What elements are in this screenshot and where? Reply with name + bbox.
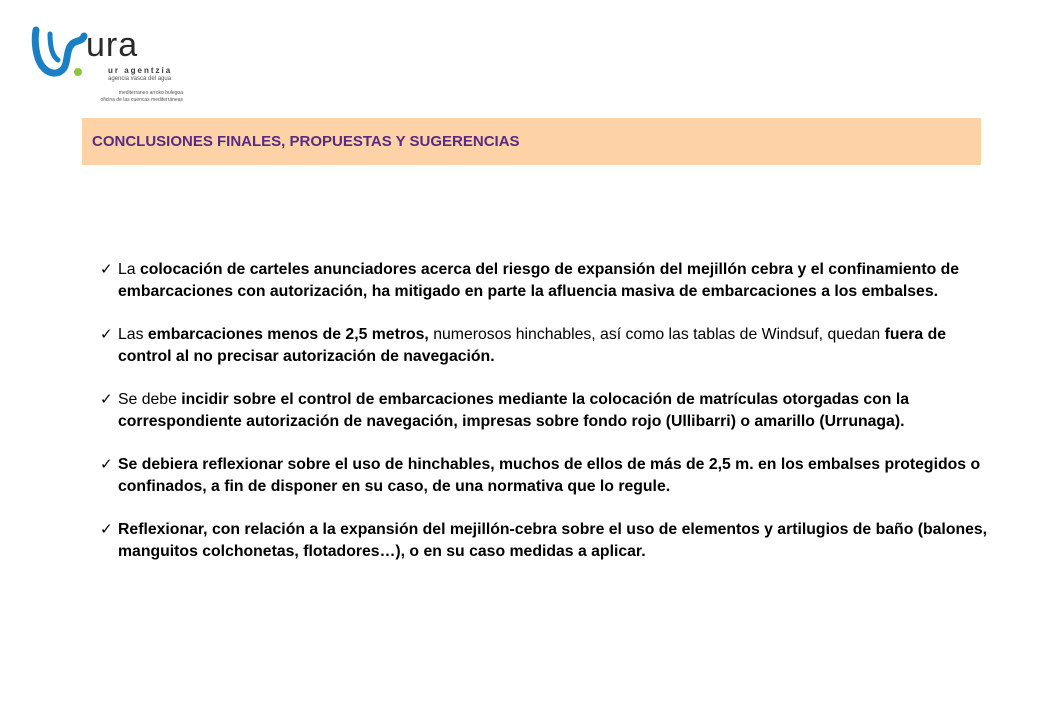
logo-line-3: mediterraneo arroko bulegoa (118, 90, 183, 96)
checkmark-icon: ✓ (100, 390, 113, 408)
bullet-text: Se debiera reflexionar sobre el uso de hinchables, muchos de ellos de más de 2,5 m. en los embalses protegidos o confinados, a fin de disponer en su caso, de una normativa que lo regule. (118, 456, 981, 495)
checkmark-icon: ✓ (100, 260, 113, 278)
section-title: CONCLUSIONES FINALES, PROPUESTAS Y SUGERENCIAS (92, 133, 520, 150)
logo-line-2: agencia vasca del agua (108, 76, 172, 82)
logo-wordmark: ura (86, 26, 139, 64)
conclusions-list (100, 259, 1000, 584)
list-item (100, 454, 1000, 497)
checkmark-icon: ✓ (100, 455, 113, 473)
logo-line-3-4 (38, 90, 183, 104)
bullet-text: Las embarcaciones menos de 2,5 metros, numerosos hinchables, así como las tablas de Windsuf, quedan fuera de control al no precisar autorización de navegación. (118, 326, 947, 365)
logo-line-1: ur agentzia (108, 66, 173, 75)
ura-logo (28, 22, 183, 104)
list-item (100, 259, 1000, 302)
bullet-text: La colocación de carteles anunciadores acerca del riesgo de expansión del mejillón cebra y el confinamiento de embarcaciones con autorización, ha mitigado en parte la afluencia masiva de embarcaciones a los embalses. (118, 261, 960, 300)
bullet-text: Se debe incidir sobre el control de embarcaciones mediante la colocación de matrículas otorgadas con la correspondiente autorización de navegación, impresas sobre fondo rojo (Ullibarri) o amarillo (Urrunaga). (118, 391, 910, 430)
bullet-text: Reflexionar, con relación a la expansión del mejillón-cebra sobre el uso de elementos y artilugios de baño (balones, manguitos colchonetas, flotadores…), o en su caso medidas a aplicar. (118, 521, 988, 560)
checkmark-icon: ✓ (100, 520, 113, 538)
section-title-bar (82, 118, 981, 165)
list-item (100, 389, 1000, 432)
logo-line-4: oficina de las cuencas mediterráneas (100, 97, 183, 103)
checkmark-icon: ✓ (100, 325, 113, 343)
list-item (100, 324, 1000, 367)
ura-logo-icon (28, 22, 88, 84)
list-item (100, 519, 1000, 562)
